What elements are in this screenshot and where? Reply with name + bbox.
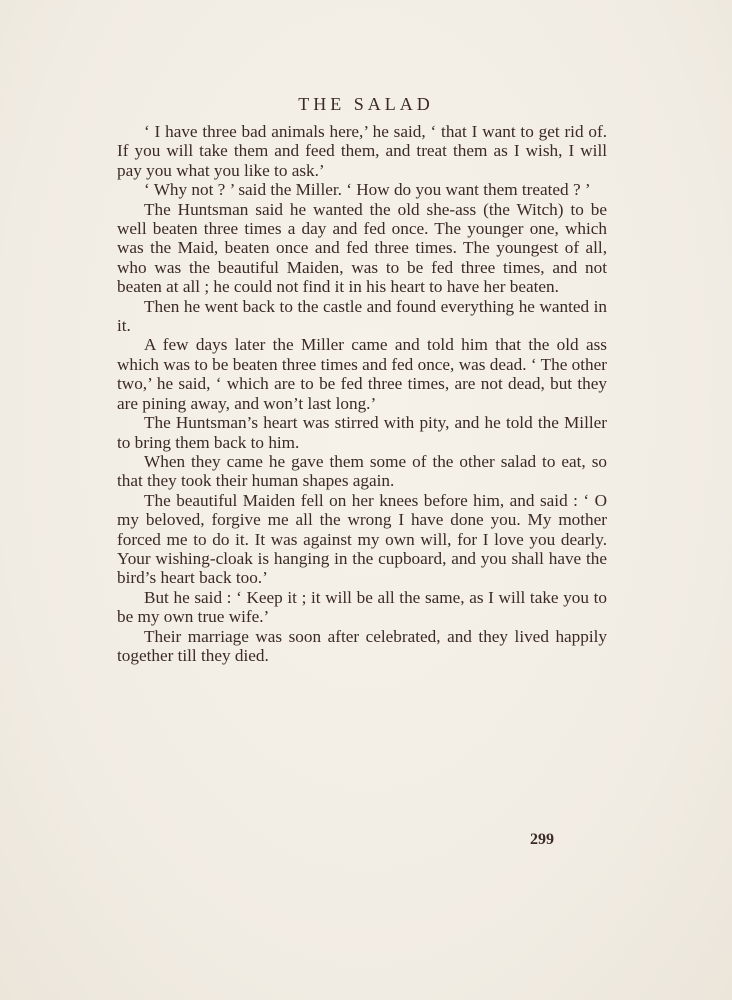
running-head-title: THE SALAD <box>298 94 434 114</box>
paragraph-3: The Huntsman said he wanted the old she-ass (the Witch) to be well beaten three times a day and fed once. The younger one, which was the Maid, beaten once and fed three times. The youngest of all, who was the beautiful Maiden, was to be fed three times, and not beaten at all ; he could not find it in his heart to have her beaten. <box>117 199 607 297</box>
paragraph-2: ‘ Why not ? ’ said the Miller. ‘ How do you want them treated ? ’ <box>144 180 591 200</box>
paragraph-8: The beautiful Maiden fell on her knees before him, and said : ‘ O my beloved, forgive me all the wrong I have done you. My mother forced me to do it. It was against my own will, for I love you dearly. Your wishing-cloak is hanging in the cupboard, and you shall have the bird’s heart back too.’ <box>117 490 607 588</box>
paragraph-1: ‘ I have three bad animals here,’ he said, ‘ that I want to get rid of. If you will take them and feed them, and treat them as I wish, I will pay you what you like to ask.’ <box>117 122 607 180</box>
paragraph-10: Their marriage was soon after celebrated, and they lived happily together till they died. <box>117 626 607 665</box>
page-number: 299 <box>530 831 554 848</box>
paragraph-4: Then he went back to the castle and found everything he wanted in it. <box>117 296 607 336</box>
paragraph-5: A few days later the Miller came and told him that the old ass which was to be beaten three times and fed once, was dead. ‘ The other two,’ he said, ‘ which are to be fed three times, are not dead, but they are pining away, and won’t last long.’ <box>117 335 607 413</box>
paragraph-7: When they came he gave them some of the other salad to eat, so that they took their human shapes again. <box>117 451 607 491</box>
paragraph-6: The Huntsman’s heart was stirred with pity, and he told the Miller to bring them back to him. <box>117 413 607 452</box>
paragraph-9: But he said : ‘ Keep it ; it will be all the same, as I will take you to be my own true wife.’ <box>117 587 607 627</box>
body-text <box>117 122 607 665</box>
